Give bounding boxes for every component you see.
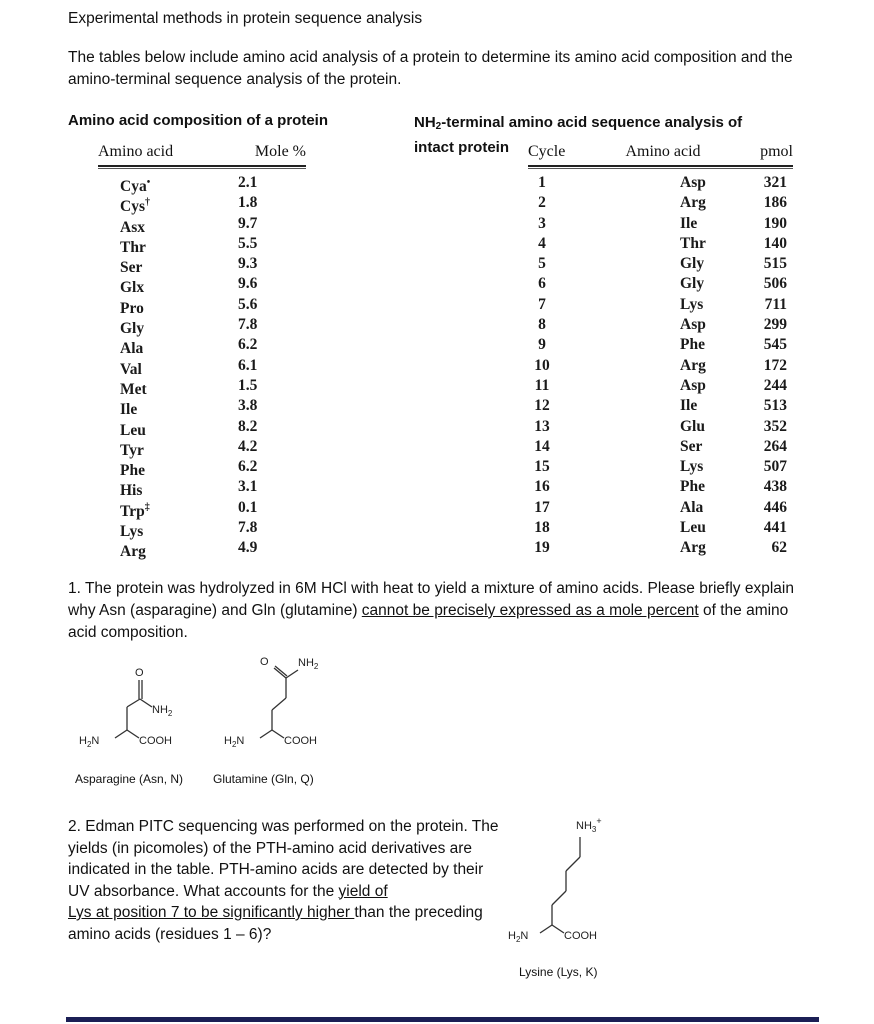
cycle-cell: 14 xyxy=(534,437,550,455)
heading-subscript: 2 xyxy=(435,121,442,132)
amino-acid-cell xyxy=(98,173,238,193)
sequence-table xyxy=(528,142,793,559)
cycle-cell: 1 xyxy=(538,174,546,191)
asparagine-skeleton-icon xyxy=(75,650,195,760)
lysine-label: Lysine (Lys, K) xyxy=(519,965,598,979)
amino-acid-cell xyxy=(98,498,238,518)
mole-percent-cell: 9.7 xyxy=(238,214,258,232)
pmol-cell: 506 xyxy=(763,275,787,293)
mole-percent-cell: 8.2 xyxy=(238,417,258,435)
amino-acid-cell xyxy=(98,518,238,541)
svg-text:COOH: COOH xyxy=(139,735,172,747)
cycle-cell: 11 xyxy=(534,376,550,394)
mole-percent-cell: 2.1 xyxy=(238,174,258,191)
amino-acid-cell: Arg xyxy=(680,194,706,212)
sequence-table-header xyxy=(528,142,793,164)
composition-row xyxy=(98,356,306,376)
pmol-cell: 352 xyxy=(763,417,787,435)
amino-acid-cell: Ala xyxy=(680,498,704,516)
amino-acid-cell: Glu xyxy=(680,417,705,435)
composition-row xyxy=(98,518,306,541)
amino-acid-name: Val xyxy=(120,360,142,378)
glutamine-structure xyxy=(220,650,350,763)
cycle-cell: 2 xyxy=(538,194,546,212)
amino-acid-name: Ala xyxy=(120,340,144,358)
mole-percent-cell: 5.6 xyxy=(238,295,258,313)
amino-acid-name: Glx xyxy=(120,279,145,297)
sequence-row xyxy=(528,538,793,558)
sequence-row xyxy=(528,477,793,497)
column-header-amino-acid: Amino acid xyxy=(98,143,174,160)
question-2-text-end: than the preceding amino acids (residues 1 – 6)? xyxy=(68,904,483,943)
pmol-cell: 513 xyxy=(763,397,787,415)
pmol-cell: 321 xyxy=(763,174,787,191)
mole-percent-cell: 4.9 xyxy=(238,539,258,557)
cycle-cell: 10 xyxy=(534,356,550,374)
amino-acid-name: Gly xyxy=(120,320,145,338)
amino-acid-cell xyxy=(98,538,238,561)
composition-row xyxy=(98,498,306,518)
sequence-row xyxy=(528,396,793,416)
amino-acid-name: Cys xyxy=(120,198,145,216)
amino-acid-cell: Lys xyxy=(680,295,704,313)
question-2-emphasis-b: Lys at position 7 to be significantly higher xyxy=(68,904,355,921)
question-1 xyxy=(68,578,808,644)
composition-row xyxy=(98,315,306,338)
svg-text:NH2: $NH_2$ xyxy=(298,657,319,671)
pmol-cell: 264 xyxy=(763,437,787,455)
intro-paragraph: The tables below include amino acid analysis of a protein to determine its amino acid composition and the amino-terminal sequence analysis of the protein. xyxy=(68,49,793,88)
amino-acid-cell: Phe xyxy=(680,478,705,496)
composition-row xyxy=(98,214,306,234)
amino-acid-name: His xyxy=(120,482,143,500)
amino-acid-cell xyxy=(98,295,238,315)
mole-percent-cell: 9.6 xyxy=(238,275,258,293)
sequence-row xyxy=(528,274,793,294)
mole-percent-cell: 6.2 xyxy=(238,336,258,354)
composition-table xyxy=(98,142,306,559)
column-header-mole-percent: Mole % xyxy=(254,143,306,160)
question-2 xyxy=(68,816,508,945)
header-rule xyxy=(528,165,793,169)
heading-prefix: NH xyxy=(414,114,436,131)
composition-row xyxy=(98,437,306,457)
cycle-cell: 7 xyxy=(538,295,546,313)
mole-percent-cell: 7.8 xyxy=(238,519,258,537)
amino-acid-cell xyxy=(98,457,238,480)
footnote-mark: • xyxy=(146,177,151,188)
footnote-mark: ‡ xyxy=(144,501,150,513)
composition-row xyxy=(98,335,306,358)
pmol-cell: 441 xyxy=(763,519,787,537)
amino-acid-name: Phe xyxy=(120,462,145,480)
sequence-row xyxy=(528,295,793,315)
pmol-cell: 190 xyxy=(763,214,787,232)
document-title: Experimental methods in protein sequence analysis xyxy=(68,10,423,27)
sequence-row xyxy=(528,315,793,335)
sequence-row xyxy=(528,376,793,396)
amino-acid-name: Pro xyxy=(120,299,144,317)
amino-acid-cell: Arg xyxy=(680,356,706,374)
asparagine-label: Asparagine (Asn, N) xyxy=(75,772,184,786)
amino-acid-cell: Ile xyxy=(680,397,698,415)
cycle-cell: 4 xyxy=(538,234,546,252)
amino-acid-cell xyxy=(98,234,238,254)
amino-acid-name: Arg xyxy=(120,543,146,561)
header-rule xyxy=(98,165,306,169)
pmol-cell: 186 xyxy=(763,194,787,212)
amino-acid-name: Ser xyxy=(120,259,143,277)
pmol-cell: 299 xyxy=(763,316,787,334)
sequence-row xyxy=(528,498,793,518)
pmol-cell: 711 xyxy=(764,295,787,313)
composition-table-body xyxy=(98,173,306,559)
sequence-row xyxy=(528,417,793,437)
pmol-cell: 172 xyxy=(763,356,787,374)
amino-acid-name: Thr xyxy=(120,238,146,256)
mole-percent-cell: 1.5 xyxy=(238,376,258,394)
composition-row xyxy=(98,173,306,193)
mole-percent-cell: 7.8 xyxy=(238,316,258,334)
pmol-cell: 545 xyxy=(763,336,787,354)
cycle-cell: 5 xyxy=(538,255,546,273)
composition-row xyxy=(98,538,306,561)
composition-row xyxy=(98,193,306,216)
amino-acid-cell xyxy=(98,477,238,500)
amino-acid-cell xyxy=(98,274,238,297)
cycle-cell: 18 xyxy=(534,519,550,537)
mole-percent-cell: 3.1 xyxy=(238,478,258,496)
sequence-row xyxy=(528,234,793,254)
amino-acid-name: Ile xyxy=(120,401,138,419)
asparagine-structure xyxy=(75,650,195,763)
question-1-emphasis: cannot be precisely expressed as a mole percent xyxy=(361,602,699,619)
column-header-cycle: Cycle xyxy=(528,143,566,160)
amino-acid-cell xyxy=(98,376,238,396)
amino-acid-cell: Arg xyxy=(680,539,706,557)
footer-divider xyxy=(66,1017,819,1022)
amino-acid-cell xyxy=(98,417,238,437)
question-1-text: 1. The protein was hydrolyzed in 6M HCl with heat to yield a mixture of amino acids. Please briefly explain why Asn (asparagine) and Gln (glutamine) xyxy=(68,580,794,619)
sequence-row xyxy=(528,173,793,193)
amino-acid-cell xyxy=(98,214,238,234)
svg-text:O: O xyxy=(260,656,269,668)
svg-text:NH3+: $NH_3^+$ xyxy=(576,816,602,834)
cycle-cell: 13 xyxy=(534,417,550,435)
cycle-cell: 15 xyxy=(534,458,550,476)
cycle-cell: 19 xyxy=(534,539,550,557)
cycle-cell: 8 xyxy=(538,316,546,334)
glutamine-label: Glutamine (Gln, Q) xyxy=(213,772,314,786)
cycle-cell: 17 xyxy=(534,498,550,516)
column-header-pmol: pmol xyxy=(760,143,793,160)
amino-acid-name: Trp xyxy=(120,502,145,520)
amino-acid-name: Lys xyxy=(120,523,144,541)
svg-text:COOH: COOH xyxy=(284,735,317,747)
sequence-row xyxy=(528,193,793,213)
mole-percent-cell: 0.1 xyxy=(238,498,258,516)
lysine-skeleton-icon xyxy=(500,815,630,950)
question-2-text: 2. Edman PITC sequencing was performed on the protein. The yields (in picomoles) of the PTH-amino acid derivatives are indicated in the table. PTH-amino acids are detected by their UV absorbance. What accounts for the xyxy=(68,818,499,900)
amino-acid-cell xyxy=(98,335,238,358)
composition-row xyxy=(98,274,306,297)
svg-text:O: O xyxy=(135,667,144,679)
svg-text:COOH: COOH xyxy=(564,930,597,942)
mole-percent-cell: 4.2 xyxy=(238,437,258,455)
pmol-cell: 515 xyxy=(763,255,787,273)
question-1-text-end: of the amino acid composition. xyxy=(68,602,789,641)
pmol-cell: 62 xyxy=(771,539,787,557)
amino-acid-name: Cya xyxy=(120,178,147,195)
amino-acid-name: Asx xyxy=(120,218,145,236)
amino-acid-cell: Asp xyxy=(680,316,706,334)
amino-acid-cell xyxy=(98,437,238,457)
amino-acid-cell xyxy=(98,193,238,216)
column-header-amino-acid: Amino acid xyxy=(625,143,701,160)
composition-row xyxy=(98,417,306,437)
svg-text:H2N: $H_2N$ xyxy=(508,930,529,944)
amino-acid-cell xyxy=(98,254,238,277)
amino-acid-cell: Leu xyxy=(680,519,706,537)
sequence-row xyxy=(528,518,793,538)
composition-row xyxy=(98,234,306,254)
amino-acid-cell: Thr xyxy=(680,234,706,252)
amino-acid-name: Leu xyxy=(120,421,146,439)
sequence-row xyxy=(528,335,793,355)
svg-text:H2N: $H_2N$ xyxy=(79,735,100,749)
pmol-cell: 140 xyxy=(763,234,787,252)
cycle-cell: 16 xyxy=(534,478,550,496)
pmol-cell: 446 xyxy=(763,498,787,516)
amino-acid-cell: Ile xyxy=(680,214,698,232)
amino-acid-cell xyxy=(98,396,238,419)
cycle-cell: 12 xyxy=(534,397,550,415)
mole-percent-cell: 5.5 xyxy=(238,234,258,252)
mole-percent-cell: 9.3 xyxy=(238,255,258,273)
amino-acid-cell xyxy=(98,356,238,376)
amino-acid-cell: Gly xyxy=(680,255,705,273)
amino-acid-cell: Asp xyxy=(680,376,706,394)
composition-row xyxy=(98,376,306,396)
mole-percent-cell: 6.1 xyxy=(238,356,258,374)
glutamine-skeleton-icon xyxy=(220,650,350,760)
svg-text:NH2: $NH_2$ xyxy=(152,704,173,718)
composition-table-header xyxy=(98,142,306,164)
composition-table-heading: Amino acid composition of a protein xyxy=(68,112,329,129)
svg-text:H2N: $H_2N$ xyxy=(224,735,245,749)
question-2-emphasis-a: yield of xyxy=(338,882,388,900)
cycle-cell: 9 xyxy=(538,336,546,354)
amino-acid-cell: Gly xyxy=(680,275,705,293)
composition-row xyxy=(98,477,306,500)
mole-percent-cell: 3.8 xyxy=(238,397,258,415)
mole-percent-cell: 6.2 xyxy=(238,458,258,476)
amino-acid-cell: Asp xyxy=(680,174,706,191)
pmol-cell: 438 xyxy=(763,478,787,496)
pmol-cell: 507 xyxy=(763,458,787,476)
composition-row xyxy=(98,295,306,315)
footnote-mark: † xyxy=(144,197,150,209)
sequence-row xyxy=(528,437,793,457)
sequence-row xyxy=(528,214,793,234)
lysine-structure xyxy=(500,815,630,953)
composition-row xyxy=(98,396,306,419)
amino-acid-cell: Lys xyxy=(680,458,704,476)
composition-row xyxy=(98,457,306,480)
amino-acid-name: Tyr xyxy=(120,441,144,459)
amino-acid-cell: Ser xyxy=(680,437,703,455)
composition-row xyxy=(98,254,306,277)
sequence-row xyxy=(528,457,793,477)
cycle-cell: 3 xyxy=(538,214,546,232)
mole-percent-cell: 1.8 xyxy=(238,194,258,212)
heading-suffix: -terminal amino acid sequence analysis of intact protein xyxy=(414,114,743,156)
pmol-cell: 244 xyxy=(763,376,787,394)
sequence-table-body xyxy=(528,173,793,559)
sequence-row xyxy=(528,356,793,376)
amino-acid-cell: Phe xyxy=(680,336,705,354)
cycle-cell: 6 xyxy=(538,275,546,293)
sequence-row xyxy=(528,254,793,274)
amino-acid-cell xyxy=(98,315,238,338)
amino-acid-name: Met xyxy=(120,380,147,398)
